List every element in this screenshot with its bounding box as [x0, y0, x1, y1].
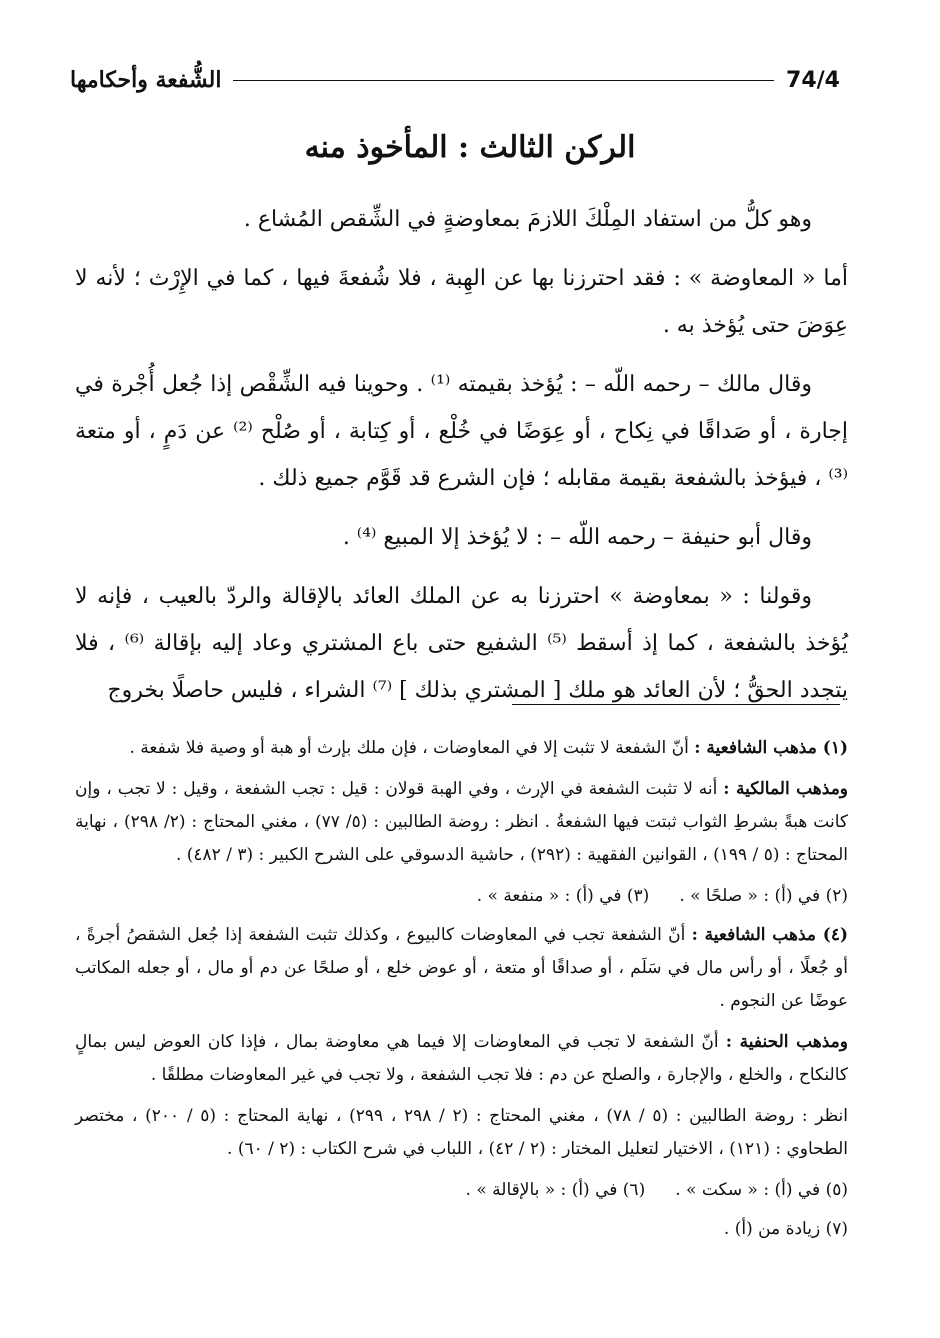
footnote-label: ومذهب المالكية : — [723, 779, 849, 799]
footnote-label: (١) مذهب الشافعية : — [694, 738, 848, 758]
running-header — [70, 62, 840, 98]
footnote-text: أنه لا تثبت الشفعة في الإرث ، وفي الهبة قولان : قيل : تجب الشفعة ، وقيل : لا تجب ، وإن كانت هبةً بشرطِ الثواب ثبتت فيها الشفعةُ . انظر : روضة الطالبين : (٥/ ٧٧) ، مغني المحتاج : (٢/ ٢٩٨) ، نهاية المحتاج : (٥ / ١٩٩) ، القوانين الفقهية : (٢٩٢) ، حاشية الدسوقي على الشرح الكبير : (٣ / ٤٨٢) . — [75, 779, 848, 865]
footnote-text: أنّ الشفعة تجب في المعاوضات كالبيوع ، وكذلك تثبت الشفعة إذا جُعل الشقصُ أجرةً ، أو جُعلًا ، أو رأس مال في سَلَم ، أو صداقًا أو متعة ، أو عوض خلع ، أو صلحًا عن دم أو مال ، أو جعله المكاتب عوضًا عن النجوم . — [75, 925, 848, 1011]
footnote-row — [75, 880, 848, 913]
footnote-separator — [512, 704, 840, 705]
footnote-label: ومذهب الحنفية : — [725, 1032, 849, 1052]
paragraph: وقال أبو حنيفة – رحمه اللّه – : لا يُؤخذ إلا المبيع ⁽⁴⁾ . — [342, 525, 812, 550]
page-number: 74/4 — [786, 67, 840, 93]
footnote-text: أنّ الشفعة لا تجب في المعاوضات إلا فيما هي معاوضة بمال ، فإذا كان العوض ليس بمالٍ كالنكاح ، والخلع ، والإجارة ، والصلح عن دم : فلا تجب الشفعة ، ولا تجب في غير المعاوضات مطلقًا . — [75, 1032, 848, 1085]
footnotes — [75, 732, 848, 1254]
book-title: الشُّفعة وأحكامها — [70, 67, 222, 93]
paragraph: وهو كلُّ من استفاد المِلْكَ اللازمَ بمعاوضةٍ في الشِّقص المُشاع . — [243, 207, 812, 232]
paragraph: وقال مالك – رحمه اللّه – : يُؤخذ بقيمته ⁽¹⁾ . وحوينا فيه الشِّقْص إذا جُعل أُجْرة في إجارة ، أو صَداقًا في نِكاح ، أو عِوَضًا في خُلْع ، أو كِتابة ، أو صُلْح ⁽²⁾ عن دَمٍ ، أو متعة ⁽³⁾ ، فيؤخذ بالشفعة بقيمة مقابله ؛ فإن الشرع قد قَوَّم جميع ذلك . — [75, 372, 848, 491]
footnote-label: (٤) مذهب الشافعية : — [691, 925, 848, 945]
footnote — [75, 1026, 848, 1092]
section-title: الركن الثالث : المأخوذ منه — [304, 130, 636, 165]
footnote: انظر : روضة الطالبين : (٥ / ٧٨) ، مغني المحتاج : (٢ / ٢٩٨ ، ٢٩٩) ، نهاية المحتاج : (٥ / ٢٠٠) ، مختصر الطحاوي : (١٢١) ، الاختيار لتعليل المختار : (٢ / ٤٢) ، اللباب في شرح الكتاب : (٢ / ٦٠) . — [75, 1106, 849, 1159]
footnote — [75, 919, 848, 1018]
main-text — [75, 196, 848, 726]
footnote — [75, 773, 848, 872]
footnote-text: أنّ الشفعة لا تثبت إلا في المعاوضات ، فإن ملك بإرث أو هبة أو وصية فلا شفعة . — [129, 738, 689, 758]
header-rule — [233, 80, 774, 81]
footnote: (٢) في (أ) : « صلحًا » . — [679, 886, 848, 906]
footnote-row — [75, 1174, 848, 1207]
footnote: (٧) زيادة من (أ) . — [723, 1219, 848, 1239]
footnote: (٥) في (أ) : « سكت » . — [675, 1180, 848, 1200]
paragraph: وقولنا : « بمعاوضة » احترزنا به عن الملك العائد بالإقالة والردّ بالعيب ، فإنه لا يُؤخذ بالشفعة ، كما إذ أسقط ⁽⁵⁾ الشفيع حتى باع المشتري وعاد إليه بإقالة ⁽⁶⁾ ، فلا يتجدد الحقُّ ؛ لأن العائد هو ملك [ المشتري بذلك ] ⁽⁷⁾ الشراء ، فليس حاصلًا بخروج — [75, 584, 849, 703]
footnote: (٣) في (أ) : « منفعة » . — [476, 886, 650, 906]
footnote: (٦) في (أ) : « بالإقالة » . — [465, 1180, 646, 1200]
paragraph: أما « المعاوضة » : فقد احترزنا بها عن الهِبة ، فلا شُفعةَ فيها ، كما في الإِرْث ؛ لأنه لا عِوَضَ حتى يُؤخذ به . — [75, 266, 848, 338]
footnote — [75, 732, 848, 765]
